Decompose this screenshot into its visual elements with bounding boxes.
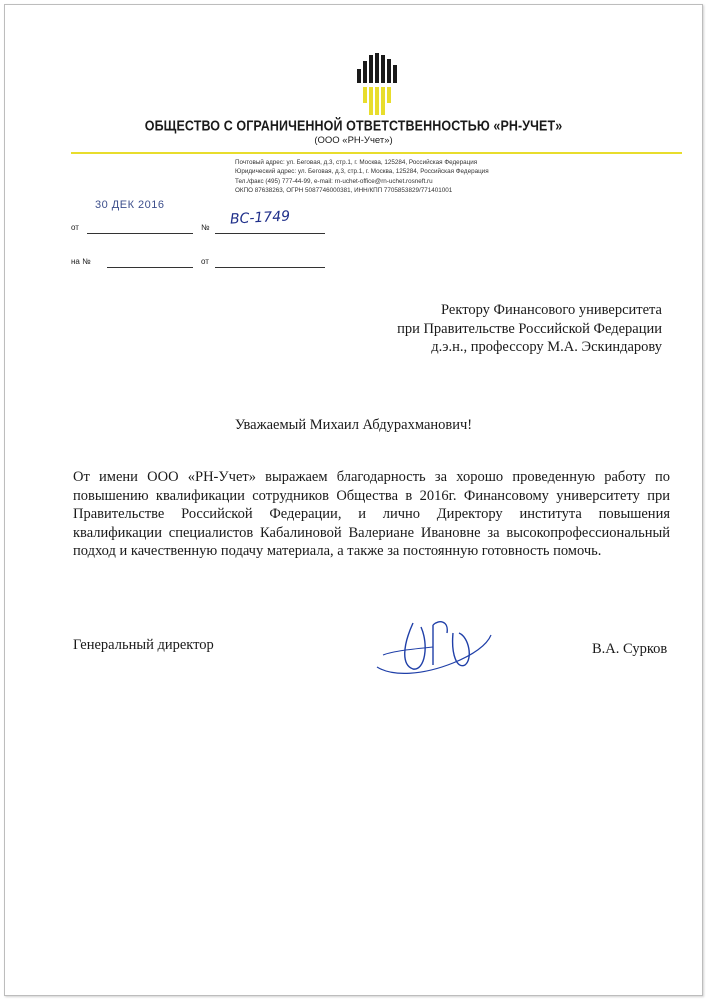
outgoing-number: ВС-1749 xyxy=(229,208,291,228)
reply-from-label: от xyxy=(201,257,209,266)
handwritten-signature xyxy=(373,615,495,681)
signer-name: В.А. Сурков xyxy=(592,641,668,657)
legal-address: Юридический адрес: ул. Беговая, д.3, стр.1, г. Москва, 125284, Российская Федерация xyxy=(235,168,489,176)
rosneft-logo-icon xyxy=(357,53,401,119)
number-line xyxy=(215,233,325,234)
registration-codes: ОКПО 87638263, ОГРН 5087746000381, ИНН/КПП 7705853829/771401001 xyxy=(235,186,453,194)
reply-number-line xyxy=(107,267,193,268)
recipient-block xyxy=(397,301,662,357)
reply-number-label: на № xyxy=(71,257,91,266)
recipient-line-2: при Правительстве Российской Федерации xyxy=(397,320,662,337)
reply-date-line xyxy=(215,267,325,268)
company-short-name: (ООО «РН-Учет») xyxy=(314,135,393,146)
letter-body: От имени ООО «РН-Учет» выражаем благодарность за хорошо проведенную работу по повышению квалификации сотрудников Общества в 2016г. Финансовому университету при Правительстве Российской Федерации, и лично Директору института повышения квалификации специалистов Кабалиновой Валериане Ивановне за высокопрофессиональный подход и качественную подачу материала, а также за постоянную готовность помочь. xyxy=(73,469,670,559)
salutation: Уважаемый Михаил Абдурахманович! xyxy=(234,417,473,433)
recipient-line-1: Ректору Финансового университета xyxy=(441,302,662,318)
date-line xyxy=(87,233,193,234)
postal-address: Почтовый адрес: ул. Беговая, д.3, стр.1, г. Москва, 125284, Российская Федерация xyxy=(235,159,478,166)
company-details xyxy=(235,158,575,195)
date-stamp: 30 ДЕК 2016 xyxy=(95,199,165,211)
contacts: Тел./факс (495) 777-44-99, e-mail: rn-uchet-office@rn-uchet.rosneft.ru xyxy=(235,177,433,185)
header-divider xyxy=(71,152,682,154)
number-label: № xyxy=(201,223,210,232)
from-label: от xyxy=(71,223,79,232)
letter-page xyxy=(4,4,703,996)
company-name: ОБЩЕСТВО С ОГРАНИЧЕННОЙ ОТВЕТСТВЕННОСТЬЮ «РН-УЧЕТ» xyxy=(144,117,563,135)
recipient-line-3: д.э.н., профессору М.А. Эскиндарову xyxy=(431,339,662,355)
signer-title: Генеральный директор xyxy=(73,637,214,653)
